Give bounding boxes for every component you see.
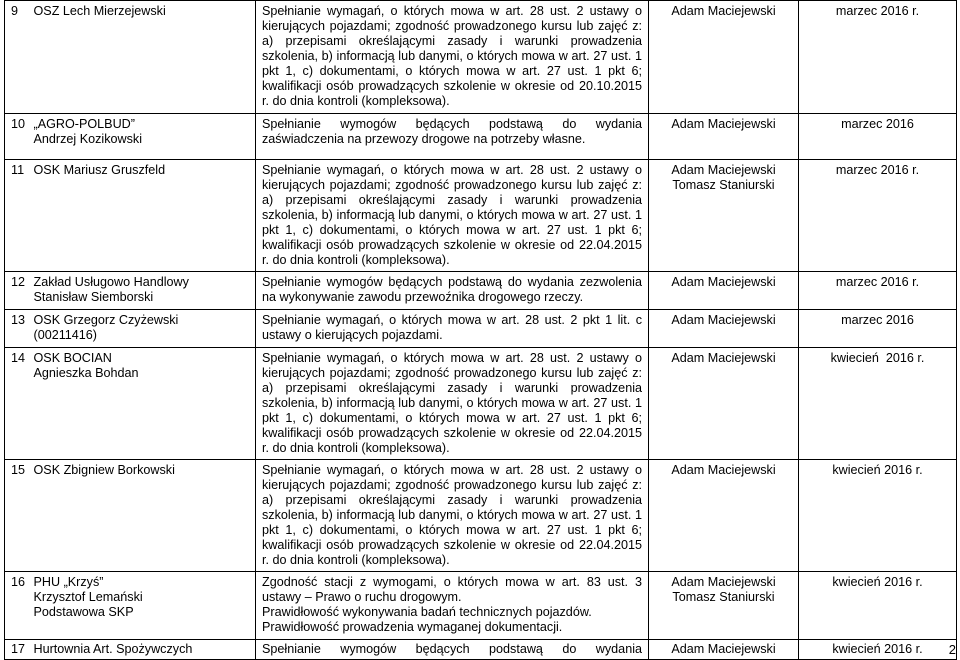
entity-name-cell bbox=[32, 310, 256, 348]
table-row bbox=[5, 272, 957, 310]
entity-name-cell bbox=[32, 348, 256, 460]
inspection-date: marzec 2016 r. bbox=[799, 160, 957, 272]
inspection-scope-text: Prawidłowość prowadzenia wymaganej dokumentacji. bbox=[262, 620, 563, 634]
inspection-date: marzec 2016 bbox=[799, 114, 957, 160]
inspector-name: Adam Maciejewski bbox=[671, 313, 776, 327]
inspection-scope-text: Spełnianie wymagań, o których mowa w art. 28 ust. 2 ustawy o kierujących pojazdami; zgodność prowadzonego kursu lub zajęć z: a) przepisami określającymi zasady i warunki prowadzenia szkolenia, b) informacją lub danymi, o których mowa w art. 27 ust. 1 pkt 1, c) dokumentami, o których mowa w art. 27 ust. 1 pkt 6; kwalifikacji osób prowadzących szkolenie w okresie od 22.04.2015 r. do dnia kontroli (kompleksowa). bbox=[262, 163, 642, 267]
entity-name-line: Andrzej Kozikowski bbox=[33, 132, 142, 146]
entity-name-line: Hurtownia Art. Spożywczych bbox=[33, 642, 193, 656]
entity-name-cell bbox=[32, 572, 256, 640]
inspection-scope-text: Spełnianie wymogów będących podstawą do wydania zezwolenia na wykonywanie zawodu przewoźnika drogowego rzeczy. bbox=[262, 275, 642, 304]
inspector-cell bbox=[649, 114, 799, 160]
entity-name-line: Zakład Usługowo Handlowy bbox=[33, 275, 189, 289]
entity-name-line: Krzysztof Lemański bbox=[33, 590, 143, 604]
table-row bbox=[5, 640, 957, 660]
inspection-scope-cell bbox=[256, 460, 649, 572]
inspection-scope-cell bbox=[256, 572, 649, 640]
row-number: 16 bbox=[5, 572, 32, 640]
inspector-name: Tomasz Staniurski bbox=[672, 590, 775, 604]
entity-name-cell bbox=[32, 272, 256, 310]
inspection-scope-cell bbox=[256, 348, 649, 460]
inspection-date: kwiecień 2016 r. bbox=[799, 460, 957, 572]
inspector-cell bbox=[649, 160, 799, 272]
entity-name-cell bbox=[32, 160, 256, 272]
table-row bbox=[5, 160, 957, 272]
table-row bbox=[5, 572, 957, 640]
inspector-name: Adam Maciejewski bbox=[671, 275, 776, 289]
inspection-scope-cell bbox=[256, 640, 649, 660]
row-number: 10 bbox=[5, 114, 32, 160]
inspector-cell bbox=[649, 572, 799, 640]
inspector-name: Adam Maciejewski bbox=[671, 4, 776, 18]
inspection-date: marzec 2016 r. bbox=[799, 272, 957, 310]
inspection-date: kwiecień 2016 r. bbox=[799, 572, 957, 640]
inspection-scope-cell bbox=[256, 1, 649, 114]
entity-name-cell bbox=[32, 114, 256, 160]
inspection-date: kwiecień 2016 r. bbox=[799, 348, 957, 460]
inspection-date: marzec 2016 bbox=[799, 310, 957, 348]
inspection-scope-cell bbox=[256, 310, 649, 348]
inspection-scope-text: Spełnianie wymogów będących podstawą do wydania bbox=[262, 642, 642, 656]
entity-name-line: OSZ Lech Mierzejewski bbox=[33, 4, 166, 18]
inspection-scope-cell bbox=[256, 272, 649, 310]
entity-name-line: PHU „Krzyś” bbox=[33, 575, 104, 589]
inspector-cell bbox=[649, 1, 799, 114]
entity-name-line: (00211416) bbox=[33, 328, 97, 342]
inspection-scope-text: Prawidłowość wykonywania badań technicznych pojazdów. bbox=[262, 605, 592, 619]
page-number: 2 bbox=[948, 642, 956, 657]
inspection-date: marzec 2016 r. bbox=[799, 1, 957, 114]
inspector-name: Adam Maciejewski bbox=[671, 575, 776, 589]
inspector-name: Tomasz Staniurski bbox=[672, 178, 775, 192]
inspector-name: Adam Maciejewski bbox=[671, 163, 776, 177]
inspection-scope-text: Spełnianie wymagań, o których mowa w art. 28 ust. 2 pkt 1 lit. c ustawy o kierujących pojazdami. bbox=[262, 313, 642, 342]
inspection-scope-cell bbox=[256, 114, 649, 160]
row-number: 9 bbox=[5, 1, 32, 114]
table-row bbox=[5, 460, 957, 572]
entity-name-cell bbox=[32, 1, 256, 114]
entity-name-line: OSK Zbigniew Borkowski bbox=[33, 463, 175, 477]
inspection-scope-text: Spełnianie wymagań, o których mowa w art. 28 ust. 2 ustawy o kierujących pojazdami; zgodność prowadzonego kursu lub zajęć z: a) przepisami określającymi zasady i warunki prowadzenia szkolenia, b) informacją lub danymi, o których mowa w art. 27 ust. 1 pkt 1, c) dokumentami, o których mowa w art. 27 ust. 1 pkt 6; kwalifikacji osób prowadzących szkolenie w okresie od 20.10.2015 r. do dnia kontroli (kompleksowa). bbox=[262, 4, 642, 108]
row-number: 12 bbox=[5, 272, 32, 310]
inspector-cell bbox=[649, 460, 799, 572]
inspection-scope-text: Spełnianie wymogów będących podstawą do wydania zaświadczenia na przewozy drogowe na potrzeby własne. bbox=[262, 117, 642, 146]
inspector-name: Adam Maciejewski bbox=[671, 351, 776, 365]
entity-name-line: OSK Grzegorz Czyżewski bbox=[33, 313, 179, 327]
inspector-name: Adam Maciejewski bbox=[671, 117, 776, 131]
row-number: 15 bbox=[5, 460, 32, 572]
entity-name-line: Stanisław Siemborski bbox=[33, 290, 154, 304]
entity-name-cell bbox=[32, 640, 256, 660]
inspector-cell bbox=[649, 348, 799, 460]
inspection-scope-text: Spełnianie wymagań, o których mowa w art. 28 ust. 2 ustawy o kierujących pojazdami; zgodność prowadzonego kursu lub zajęć z: a) przepisami określającymi zasady i warunki prowadzenia szkolenia, b) informacją lub danymi, o których mowa w art. 27 ust. 1 pkt 1, c) dokumentami, o których mowa w art. 27 ust. 1 pkt 6; kwalifikacji osób prowadzących szkolenie w okresie od 22.04.2015 r. do dnia kontroli (kompleksowa). bbox=[262, 463, 642, 567]
row-number: 17 bbox=[5, 640, 32, 660]
row-number: 14 bbox=[5, 348, 32, 460]
entity-name-line: OSK Mariusz Gruszfeld bbox=[33, 163, 166, 177]
entity-name-line: Podstawowa SKP bbox=[33, 605, 134, 619]
inspector-cell bbox=[649, 640, 799, 660]
table-row bbox=[5, 1, 957, 114]
entity-name-line: „AGRO-POLBUD” bbox=[33, 117, 135, 131]
inspector-name: Adam Maciejewski bbox=[671, 463, 776, 477]
table-row bbox=[5, 310, 957, 348]
row-number: 13 bbox=[5, 310, 32, 348]
entity-name-cell bbox=[32, 460, 256, 572]
inspection-scope-cell bbox=[256, 160, 649, 272]
entity-name-line: OSK BOCIAN bbox=[33, 351, 112, 365]
inspector-cell bbox=[649, 272, 799, 310]
inspector-name: Adam Maciejewski bbox=[671, 642, 776, 656]
table-row bbox=[5, 114, 957, 160]
inspection-scope-text: Zgodność stacji z wymogami, o których mowa w art. 83 ust. 3 ustawy – Prawo o ruchu drogowym. bbox=[262, 575, 642, 604]
entity-name-line: Agnieszka Bohdan bbox=[33, 366, 139, 380]
inspector-cell bbox=[649, 310, 799, 348]
inspection-scope-text: Spełnianie wymagań, o których mowa w art. 28 ust. 2 ustawy o kierujących pojazdami; zgodność prowadzonego kursu lub zajęć z: a) przepisami określającymi zasady i warunki prowadzenia szkolenia, b) informacją lub danymi, o których mowa w art. 27 ust. 1 pkt 1, c) dokumentami, o których mowa w art. 27 ust. 1 pkt 6; kwalifikacji osób prowadzących szkolenie w okresie od 22.04.2015 r. do dnia kontroli (kompleksowa). bbox=[262, 351, 642, 455]
row-number: 11 bbox=[5, 160, 32, 272]
inspection-date: kwiecień 2016 r. bbox=[799, 640, 957, 660]
table-row bbox=[5, 348, 957, 460]
inspection-table bbox=[4, 0, 957, 660]
